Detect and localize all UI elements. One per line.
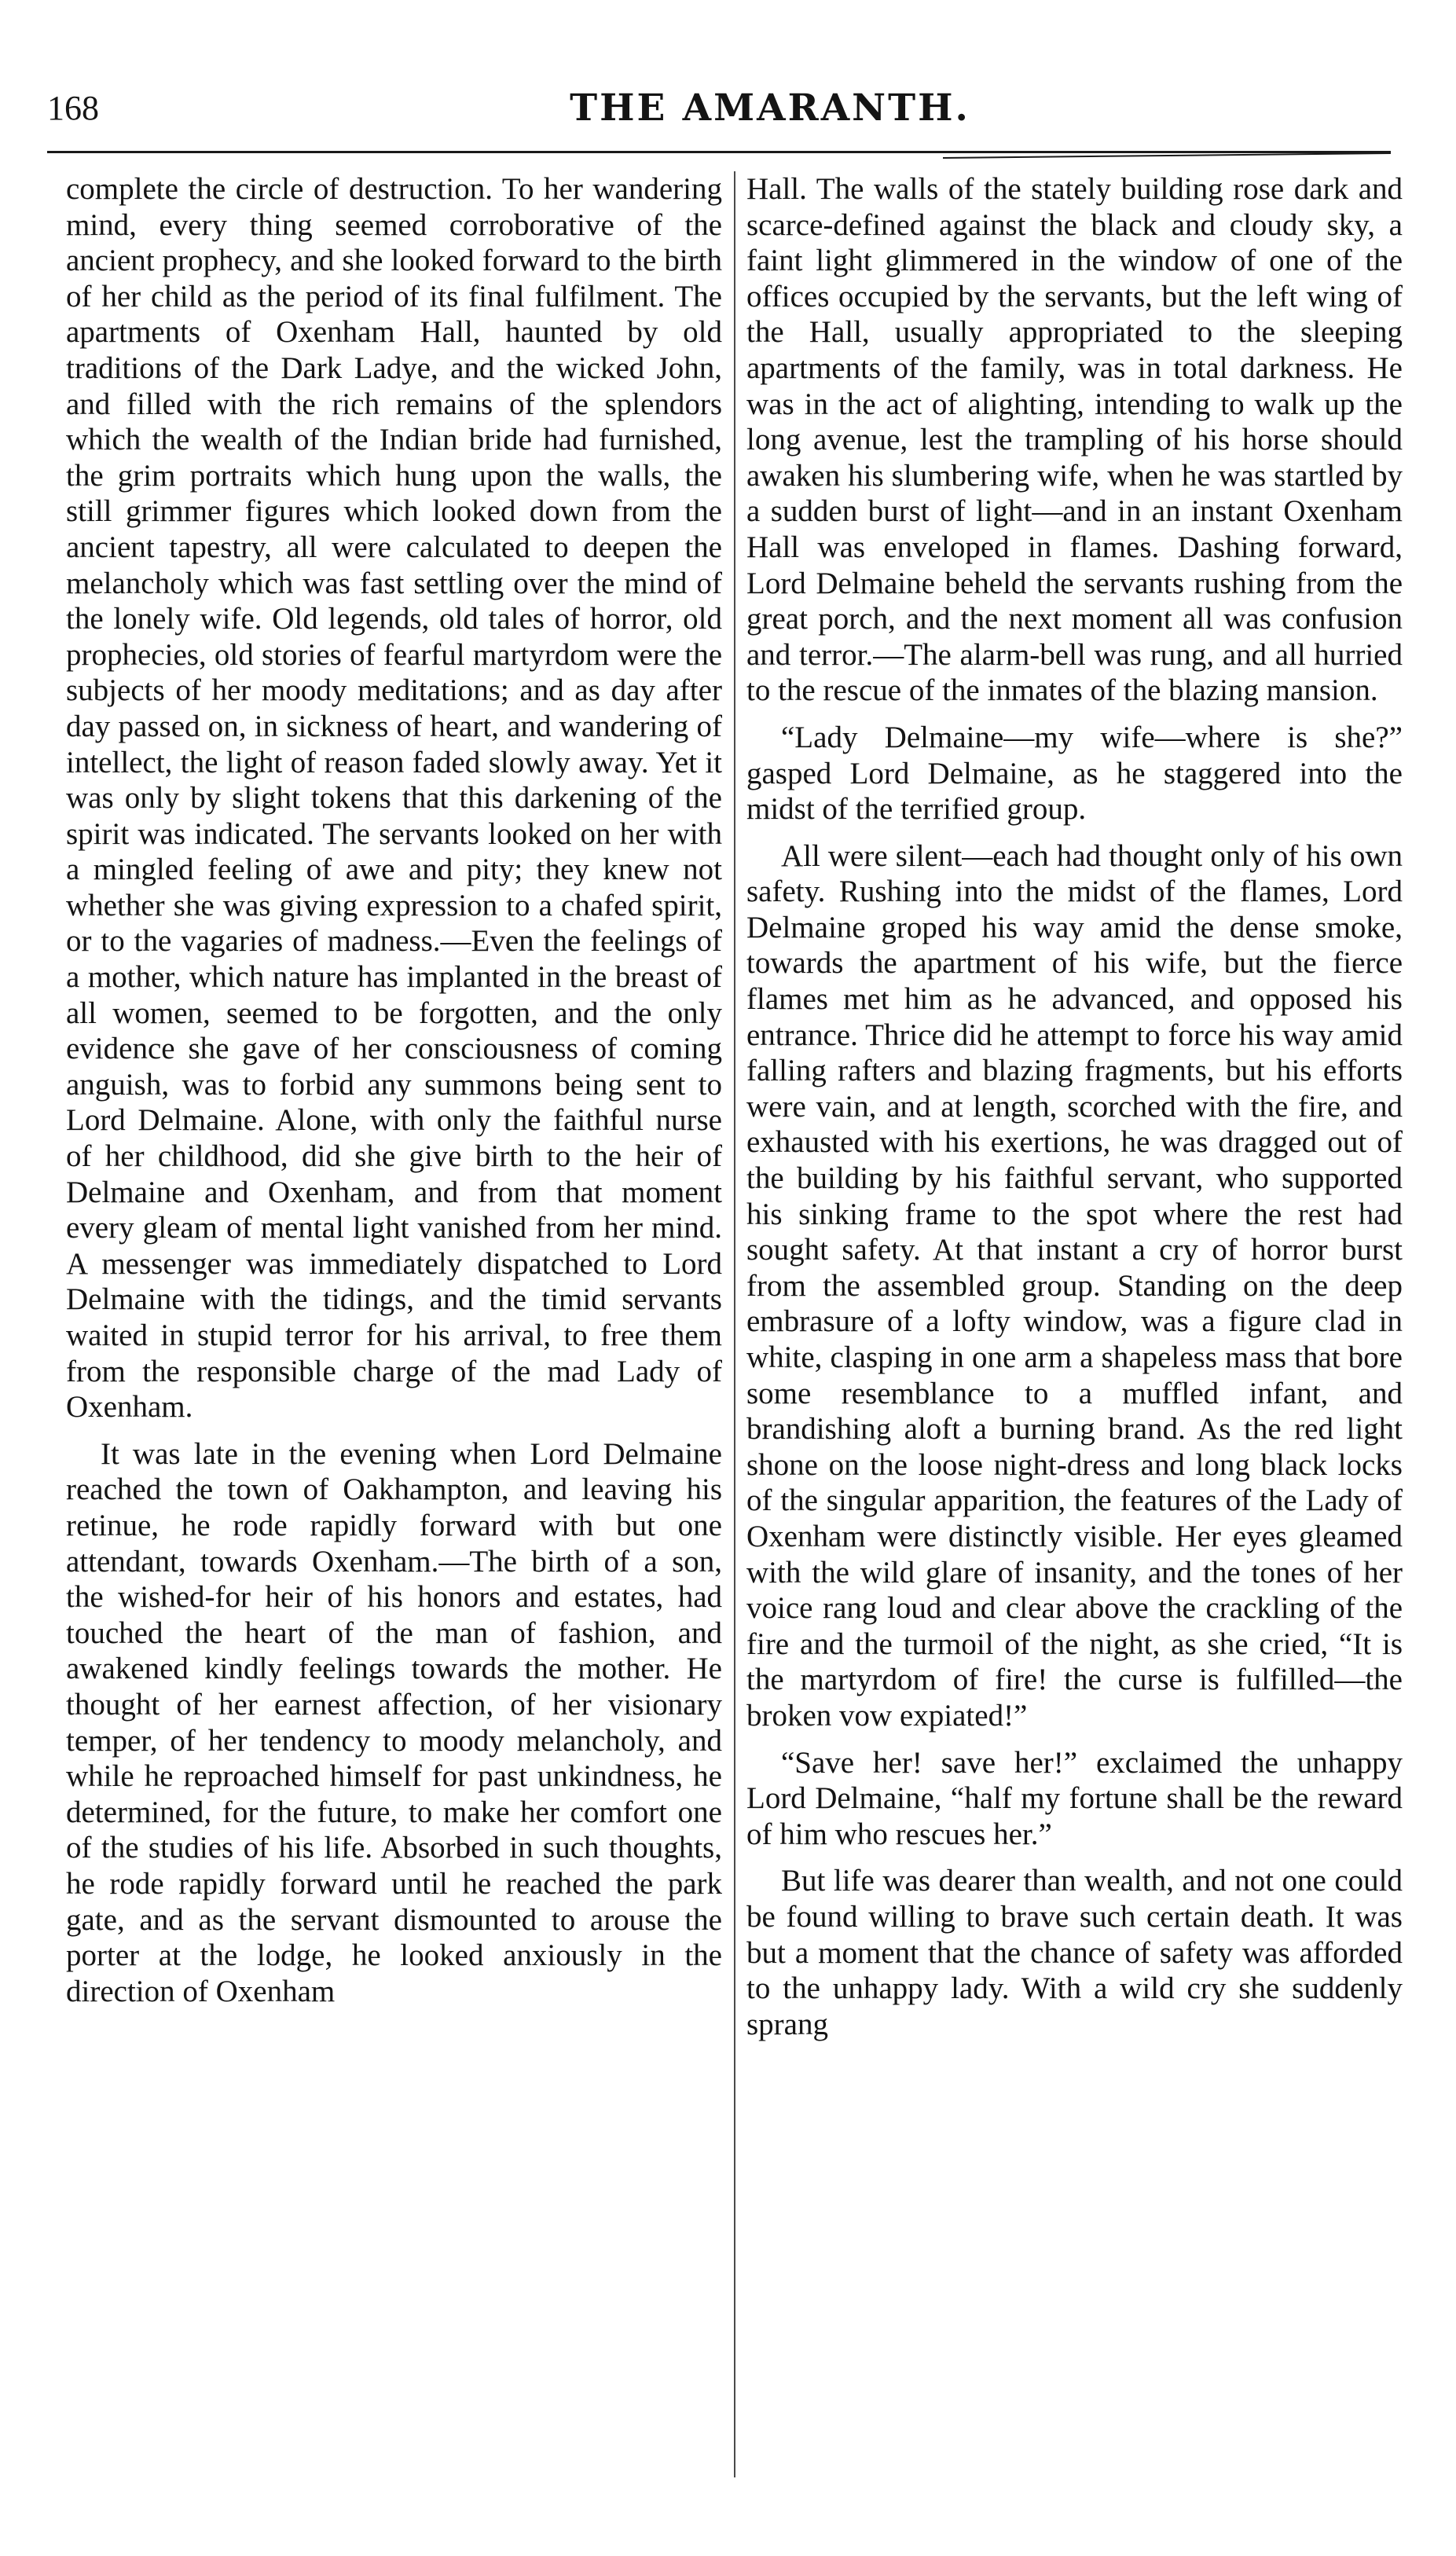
running-head-title: THE AMARANTH. <box>570 86 970 130</box>
right-paragraph-5: But life was dearer than wealth, and not one could be found willing to brave such certain death. It was but a moment that the chance of safety was afforded to the unhappy lady. With a wild cry she suddenly sprang <box>746 1864 1403 2041</box>
column-divider <box>734 171 735 2477</box>
right-paragraph-2: “Lady Delmaine—my wife—where is she?” gasped Lord Delmaine, as he staggered into the midst of the terrified group. <box>746 720 1403 827</box>
right-paragraph-4: “Save her! save her!” exclaimed the unhappy Lord Delmaine, “half my fortune shall be the reward of him who rescues her.” <box>746 1745 1403 1851</box>
page-header <box>47 85 1399 132</box>
header-rule <box>47 151 1391 153</box>
right-text-column <box>746 171 1403 2042</box>
header-rule-secondary <box>943 152 1391 159</box>
right-paragraph-3: All were silent—each had thought only of his own safety. Rushing into the midst of the flames, Lord Delmaine groped his way amid the dense smoke, towards the apartment of his wife, but the fierce flames met him as he advanced, and opposed his entrance. Thrice did he attempt to force his way amid falling rafters and blazing fragments, but his efforts were vain, and at length, scorched with the fire, and exhausted with his exertions, he was dragged out of the building by his faithful servant, who supported his sinking frame to the spot where the rest had sought safety. At that instant a cry of horror burst from the assembled group. Standing on the deep embrasure of a lofty window, was a figure clad in white, clasping in one arm a shapeless mass that bore some resemblance to a muffled infant, and brandishing aloft a burning brand. As the red light shone on the loose night-dress and long black locks of the singular apparition, the features of the Lady of Oxenham were distinctly visible. Her eyes gleamed with the wild glare of insanity, and the tones of her voice rang loud and clear above the crackling of the fire and the turmoil of the night, as she cried, “It is the martyrdom of fire! the curse is fulfilled—the broken vow expiated!” <box>746 838 1403 1733</box>
left-paragraph-1: complete the circle of destruction. To her wandering mind, every thing seemed corroborative of the ancient prophecy, and she looked forward to the birth of her child as the period of its final fulfilment. The apartments of Oxenham Hall, haunted by old traditions of the Dark Ladye, and the wicked John, and filled with the rich remains of the splendors which the wealth of the Indian bride had furnished, the grim portraits which hung upon the walls, the still grimmer figures which looked down from the ancient tapestry, all were calculated to deepen the melancholy which was fast settling over the mind of the lonely wife. Old legends, old tales of horror, old prophecies, old stories of fearful martyrdom were the subjects of her moody meditations; and as day after day passed on, in sickness of heart, and wandering of intellect, the light of reason faded slowly away. Yet it was only by slight tokens that this darkening of the spirit was indicated. The servants looked on her with a mingled feeling of awe and pity; they knew not whether she was giving expression to a chafed spirit, or to the vagaries of madness.—Even the feelings of a mother, which nature has implanted in the breast of all women, seemed to be forgotten, and the only evidence she gave of her consciousness of coming anguish, was to forbid any summons being sent to Lord Delmaine. Alone, with only the faithful nurse of her childhood, did she give birth to the heir of Delmaine and Oxenham, and from that moment every gleam of mental light vanished from her mind. A messenger was immediately dispatched to Lord Delmaine with the tidings, and the timid servants waited in stupid terror for his arrival, to free them from the responsible charge of the mad Lady of Oxenham. <box>66 172 722 1425</box>
left-paragraph-2: It was late in the evening when Lord Delmaine reached the town of Oakhampton, and leaving his retinue, he rode rapidly forward with but one attendant, towards Oxenham.—The birth of a son, the wished-for heir of his honors and estates, had touched the heart of the man of fashion, and awakened kindly feelings towards the mother. He thought of her earnest affection, of her visionary temper, of her tendency to moody melancholy, and while he reproached himself for past unkindness, he determined, for the future, to make her comfort one of the studies of his life. Absorbed in such thoughts, he rode rapidly forward until he reached the park gate, and as the servant dismounted to arouse the porter at the lodge, he looked anxiously in the direction of Oxenham <box>66 1436 722 2008</box>
page-number: 168 <box>47 89 99 127</box>
left-text-column <box>66 171 722 2009</box>
right-paragraph-1: Hall. The walls of the stately building rose dark and scarce-defined against the black and cloudy sky, a faint light glimmered in the window of one of the offices occupied by the servants, but the left wing of the Hall, usually appropriated to the sleeping apartments of the family, was in total darkness. He was in the act of alighting, intending to walk up the long avenue, lest the trampling of his horse should awaken his slumbering wife, when he was startled by a sudden burst of light—and in an instant Oxenham Hall was enveloped in flames. Dashing forward, Lord Delmaine beheld the servants rushing from the great porch, and the next moment all was confusion and terror.—The alarm-bell was rung, and all hurried to the rescue of the inmates of the blazing mansion. <box>746 172 1403 708</box>
